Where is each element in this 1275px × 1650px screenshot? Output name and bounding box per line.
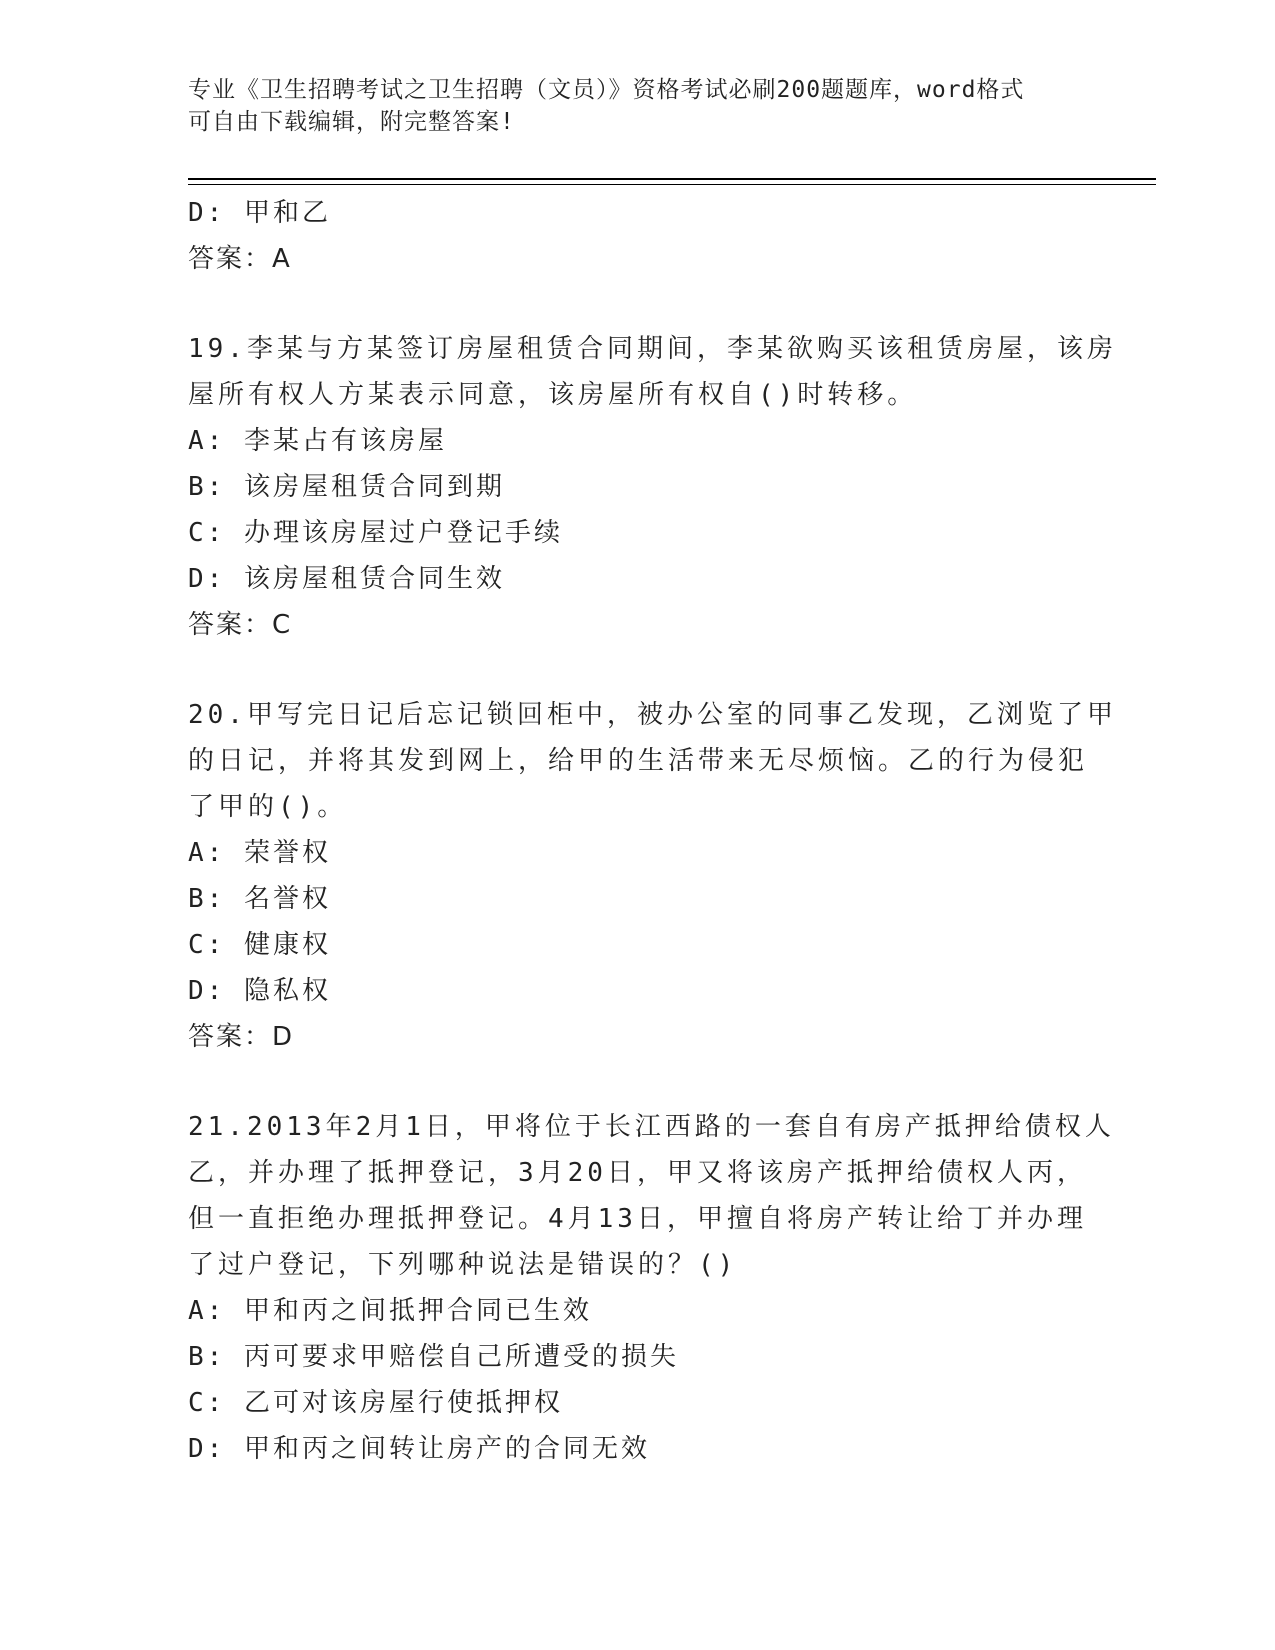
option-b: B: 丙可要求甲赔偿自己所遭受的损失 xyxy=(188,1342,679,1372)
question-text-line: 19.李某与方某签订房屋租赁合同期间，李某欲购买该租赁房屋，该房 xyxy=(188,334,1117,364)
option-c: C: 乙可对该房屋行使抵押权 xyxy=(188,1388,563,1418)
option-d: D: 该房屋租赁合同生效 xyxy=(188,564,505,594)
question-text-line: 的日记，并将其发到网上，给甲的生活带来无尽烦恼。乙的行为侵犯 xyxy=(188,746,1089,776)
option-d: D: 甲和丙之间转让房产的合同无效 xyxy=(188,1434,650,1464)
question-text-line: 了甲的()。 xyxy=(188,792,348,822)
option-b: B: 该房屋租赁合同到期 xyxy=(188,472,505,502)
option-a: A: 荣誉权 xyxy=(188,838,331,868)
header-line-1: 专业《卫生招聘考试之卫生招聘（文员）》资格考试必刷200题题库，word格式 xyxy=(188,77,1025,103)
option-b: B: 名誉权 xyxy=(188,884,331,914)
question-text-line: 21.2013年2月1日，甲将位于长江西路的一套自有房产抵押给债权人 xyxy=(188,1112,1115,1142)
question-text-line: 20.甲写完日记后忘记锁回柜中，被办公室的同事乙发现，乙浏览了甲 xyxy=(188,700,1117,730)
question-19 xyxy=(188,326,1117,648)
header-divider-thick xyxy=(188,178,1156,180)
option-a: A: 李某占有该房屋 xyxy=(188,426,447,456)
question-list xyxy=(188,190,1117,1472)
header-divider-thin xyxy=(188,184,1156,185)
question-21 xyxy=(188,1104,1115,1472)
answer-line: 答案：A xyxy=(188,244,292,274)
previous-question-tail xyxy=(188,190,1088,282)
question-text-line: 屋所有权人方某表示同意，该房屋所有权自()时转移。 xyxy=(188,380,918,410)
option-c: C: 健康权 xyxy=(188,930,331,960)
option-d: D: 隐私权 xyxy=(188,976,331,1006)
answer-line: 答案：D xyxy=(188,1022,295,1052)
option-c: C: 办理该房屋过户登记手续 xyxy=(188,518,563,548)
question-text-line: 乙，并办理了抵押登记，3月20日，甲又将该房产抵押给债权人丙， xyxy=(188,1158,1087,1188)
option-a: A: 甲和丙之间抵押合同已生效 xyxy=(188,1296,592,1326)
answer-line: 答案：C xyxy=(188,610,293,640)
option-d: D: 甲和乙 xyxy=(188,198,331,228)
question-text-line: 了过户登记，下列哪种说法是错误的？() xyxy=(188,1250,738,1280)
header-line-2: 可自由下载编辑，附完整答案! xyxy=(188,109,515,135)
page-header xyxy=(188,74,1068,138)
question-20 xyxy=(188,692,1117,1060)
question-text-line: 但一直拒绝办理抵押登记。4月13日，甲擅自将房产转让给丁并办理 xyxy=(188,1204,1087,1234)
